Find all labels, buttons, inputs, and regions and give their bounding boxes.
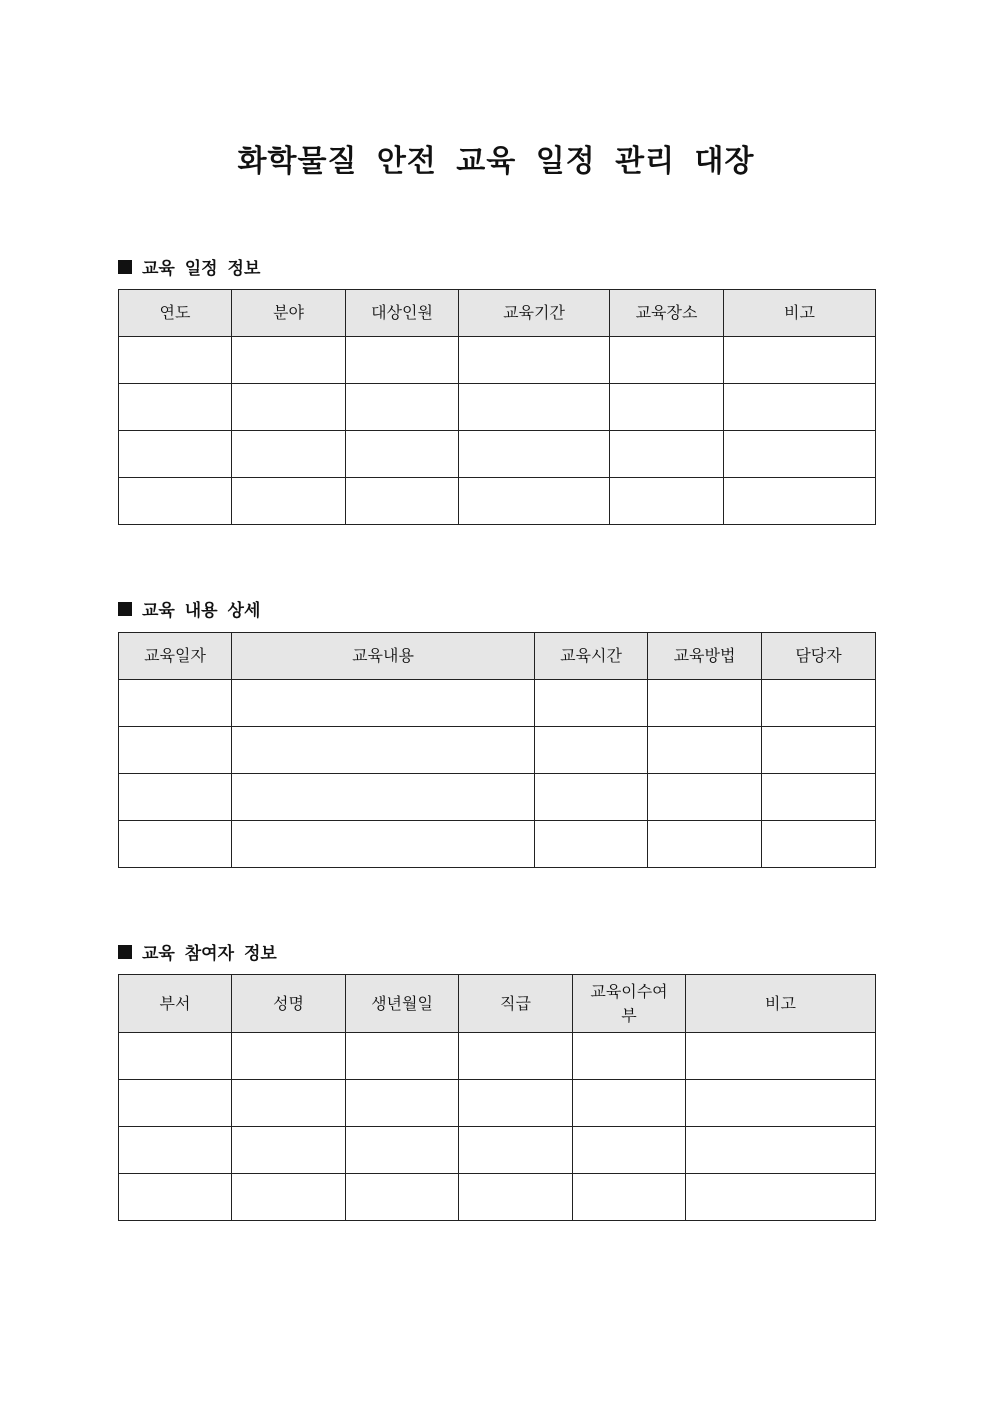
table-cell[interactable] [610, 337, 724, 384]
table-cell[interactable] [346, 1033, 459, 1080]
table-cell[interactable] [762, 680, 876, 727]
table-cell[interactable] [724, 478, 876, 525]
table-cell[interactable] [535, 774, 648, 821]
table-cell[interactable] [232, 431, 346, 478]
table-cell[interactable] [232, 680, 535, 727]
table-cell[interactable] [610, 431, 724, 478]
column-header: 비고 [724, 290, 876, 337]
section-heading-label: 교육 참여자 정보 [142, 944, 277, 964]
table-cell[interactable] [648, 727, 762, 774]
column-header: 부서 [119, 975, 232, 1033]
participants-table [118, 974, 876, 1221]
table-cell[interactable] [610, 478, 724, 525]
table-cell[interactable] [459, 1127, 573, 1174]
table-cell[interactable] [648, 821, 762, 868]
table-cell[interactable] [119, 680, 232, 727]
table-cell[interactable] [459, 1033, 573, 1080]
table-cell[interactable] [232, 478, 346, 525]
table-cell[interactable] [346, 1080, 459, 1127]
column-header: 연도 [119, 290, 232, 337]
table-cell[interactable] [686, 1080, 876, 1127]
table-row [119, 478, 876, 525]
table-cell[interactable] [459, 1080, 573, 1127]
table-cell[interactable] [232, 727, 535, 774]
table-cell[interactable] [346, 384, 459, 431]
section-heading-schedule [118, 254, 260, 279]
table-cell[interactable] [232, 337, 346, 384]
section-heading-label: 교육 일정 정보 [142, 259, 261, 279]
table-cell[interactable] [686, 1033, 876, 1080]
table-cell[interactable] [232, 821, 535, 868]
column-header: 교육내용 [232, 633, 535, 680]
table-cell[interactable] [119, 431, 232, 478]
content-table [118, 632, 876, 868]
table-cell[interactable] [346, 337, 459, 384]
table-cell[interactable] [573, 1127, 686, 1174]
table-cell[interactable] [686, 1127, 876, 1174]
table-row [119, 337, 876, 384]
table-header-row [119, 290, 876, 337]
table-cell[interactable] [232, 384, 346, 431]
table-cell[interactable] [459, 384, 610, 431]
table-cell[interactable] [232, 774, 535, 821]
table-cell[interactable] [119, 774, 232, 821]
section-heading-content [118, 596, 260, 621]
table-cell[interactable] [119, 1127, 232, 1174]
square-bullet-icon [118, 945, 132, 959]
column-header: 교육일자 [119, 633, 232, 680]
column-header: 교육기간 [459, 290, 610, 337]
table-cell[interactable] [535, 821, 648, 868]
table-cell[interactable] [232, 1174, 346, 1221]
table-cell[interactable] [762, 774, 876, 821]
table-cell[interactable] [762, 727, 876, 774]
table-header-row [119, 975, 876, 1033]
table-cell[interactable] [573, 1033, 686, 1080]
table-cell[interactable] [648, 680, 762, 727]
table-cell[interactable] [459, 478, 610, 525]
table-cell[interactable] [573, 1174, 686, 1221]
table-row [119, 680, 876, 727]
table-cell[interactable] [119, 1033, 232, 1080]
table-cell[interactable] [648, 774, 762, 821]
table-cell[interactable] [459, 337, 610, 384]
table-cell[interactable] [535, 680, 648, 727]
table-cell[interactable] [119, 821, 232, 868]
table-row [119, 727, 876, 774]
table-cell[interactable] [610, 384, 724, 431]
table-cell[interactable] [119, 478, 232, 525]
table-header-row [119, 633, 876, 680]
table-cell[interactable] [232, 1080, 346, 1127]
square-bullet-icon [118, 602, 132, 616]
section-heading-label: 교육 내용 상세 [142, 601, 261, 621]
table-row [119, 1080, 876, 1127]
schedule-table [118, 289, 876, 525]
table-cell[interactable] [459, 431, 610, 478]
table-cell[interactable] [762, 821, 876, 868]
column-header: 담당자 [762, 633, 876, 680]
table-cell[interactable] [232, 1127, 346, 1174]
table-cell[interactable] [346, 1174, 459, 1221]
column-header: 직급 [459, 975, 573, 1033]
square-bullet-icon [118, 260, 132, 274]
column-header: 비고 [686, 975, 876, 1033]
table-row [119, 1174, 876, 1221]
column-header: 교육이수여부 [573, 975, 686, 1033]
table-cell[interactable] [724, 337, 876, 384]
table-row [119, 384, 876, 431]
table-cell[interactable] [119, 1174, 232, 1221]
table-cell[interactable] [119, 384, 232, 431]
column-header: 대상인원 [346, 290, 459, 337]
column-header: 교육방법 [648, 633, 762, 680]
table-row [119, 821, 876, 868]
column-header: 교육시간 [535, 633, 648, 680]
table-cell[interactable] [232, 1033, 346, 1080]
table-cell[interactable] [346, 1127, 459, 1174]
table-row [119, 1127, 876, 1174]
column-header: 분야 [232, 290, 346, 337]
table-cell[interactable] [686, 1174, 876, 1221]
page-title: 화학물질 안전 교육 일정 관리 대장 [237, 144, 755, 179]
column-header: 생년월일 [346, 975, 459, 1033]
table-cell[interactable] [535, 727, 648, 774]
table-cell[interactable] [573, 1080, 686, 1127]
table-cell[interactable] [724, 431, 876, 478]
table-cell[interactable] [119, 727, 232, 774]
column-header: 교육장소 [610, 290, 724, 337]
table-cell[interactable] [724, 384, 876, 431]
table-cell[interactable] [119, 337, 232, 384]
table-cell[interactable] [459, 1174, 573, 1221]
table-cell[interactable] [346, 431, 459, 478]
column-header: 성명 [232, 975, 346, 1033]
table-row [119, 1033, 876, 1080]
table-cell[interactable] [119, 1080, 232, 1127]
section-heading-participants [118, 939, 277, 964]
table-row [119, 774, 876, 821]
table-row [119, 431, 876, 478]
table-cell[interactable] [346, 478, 459, 525]
